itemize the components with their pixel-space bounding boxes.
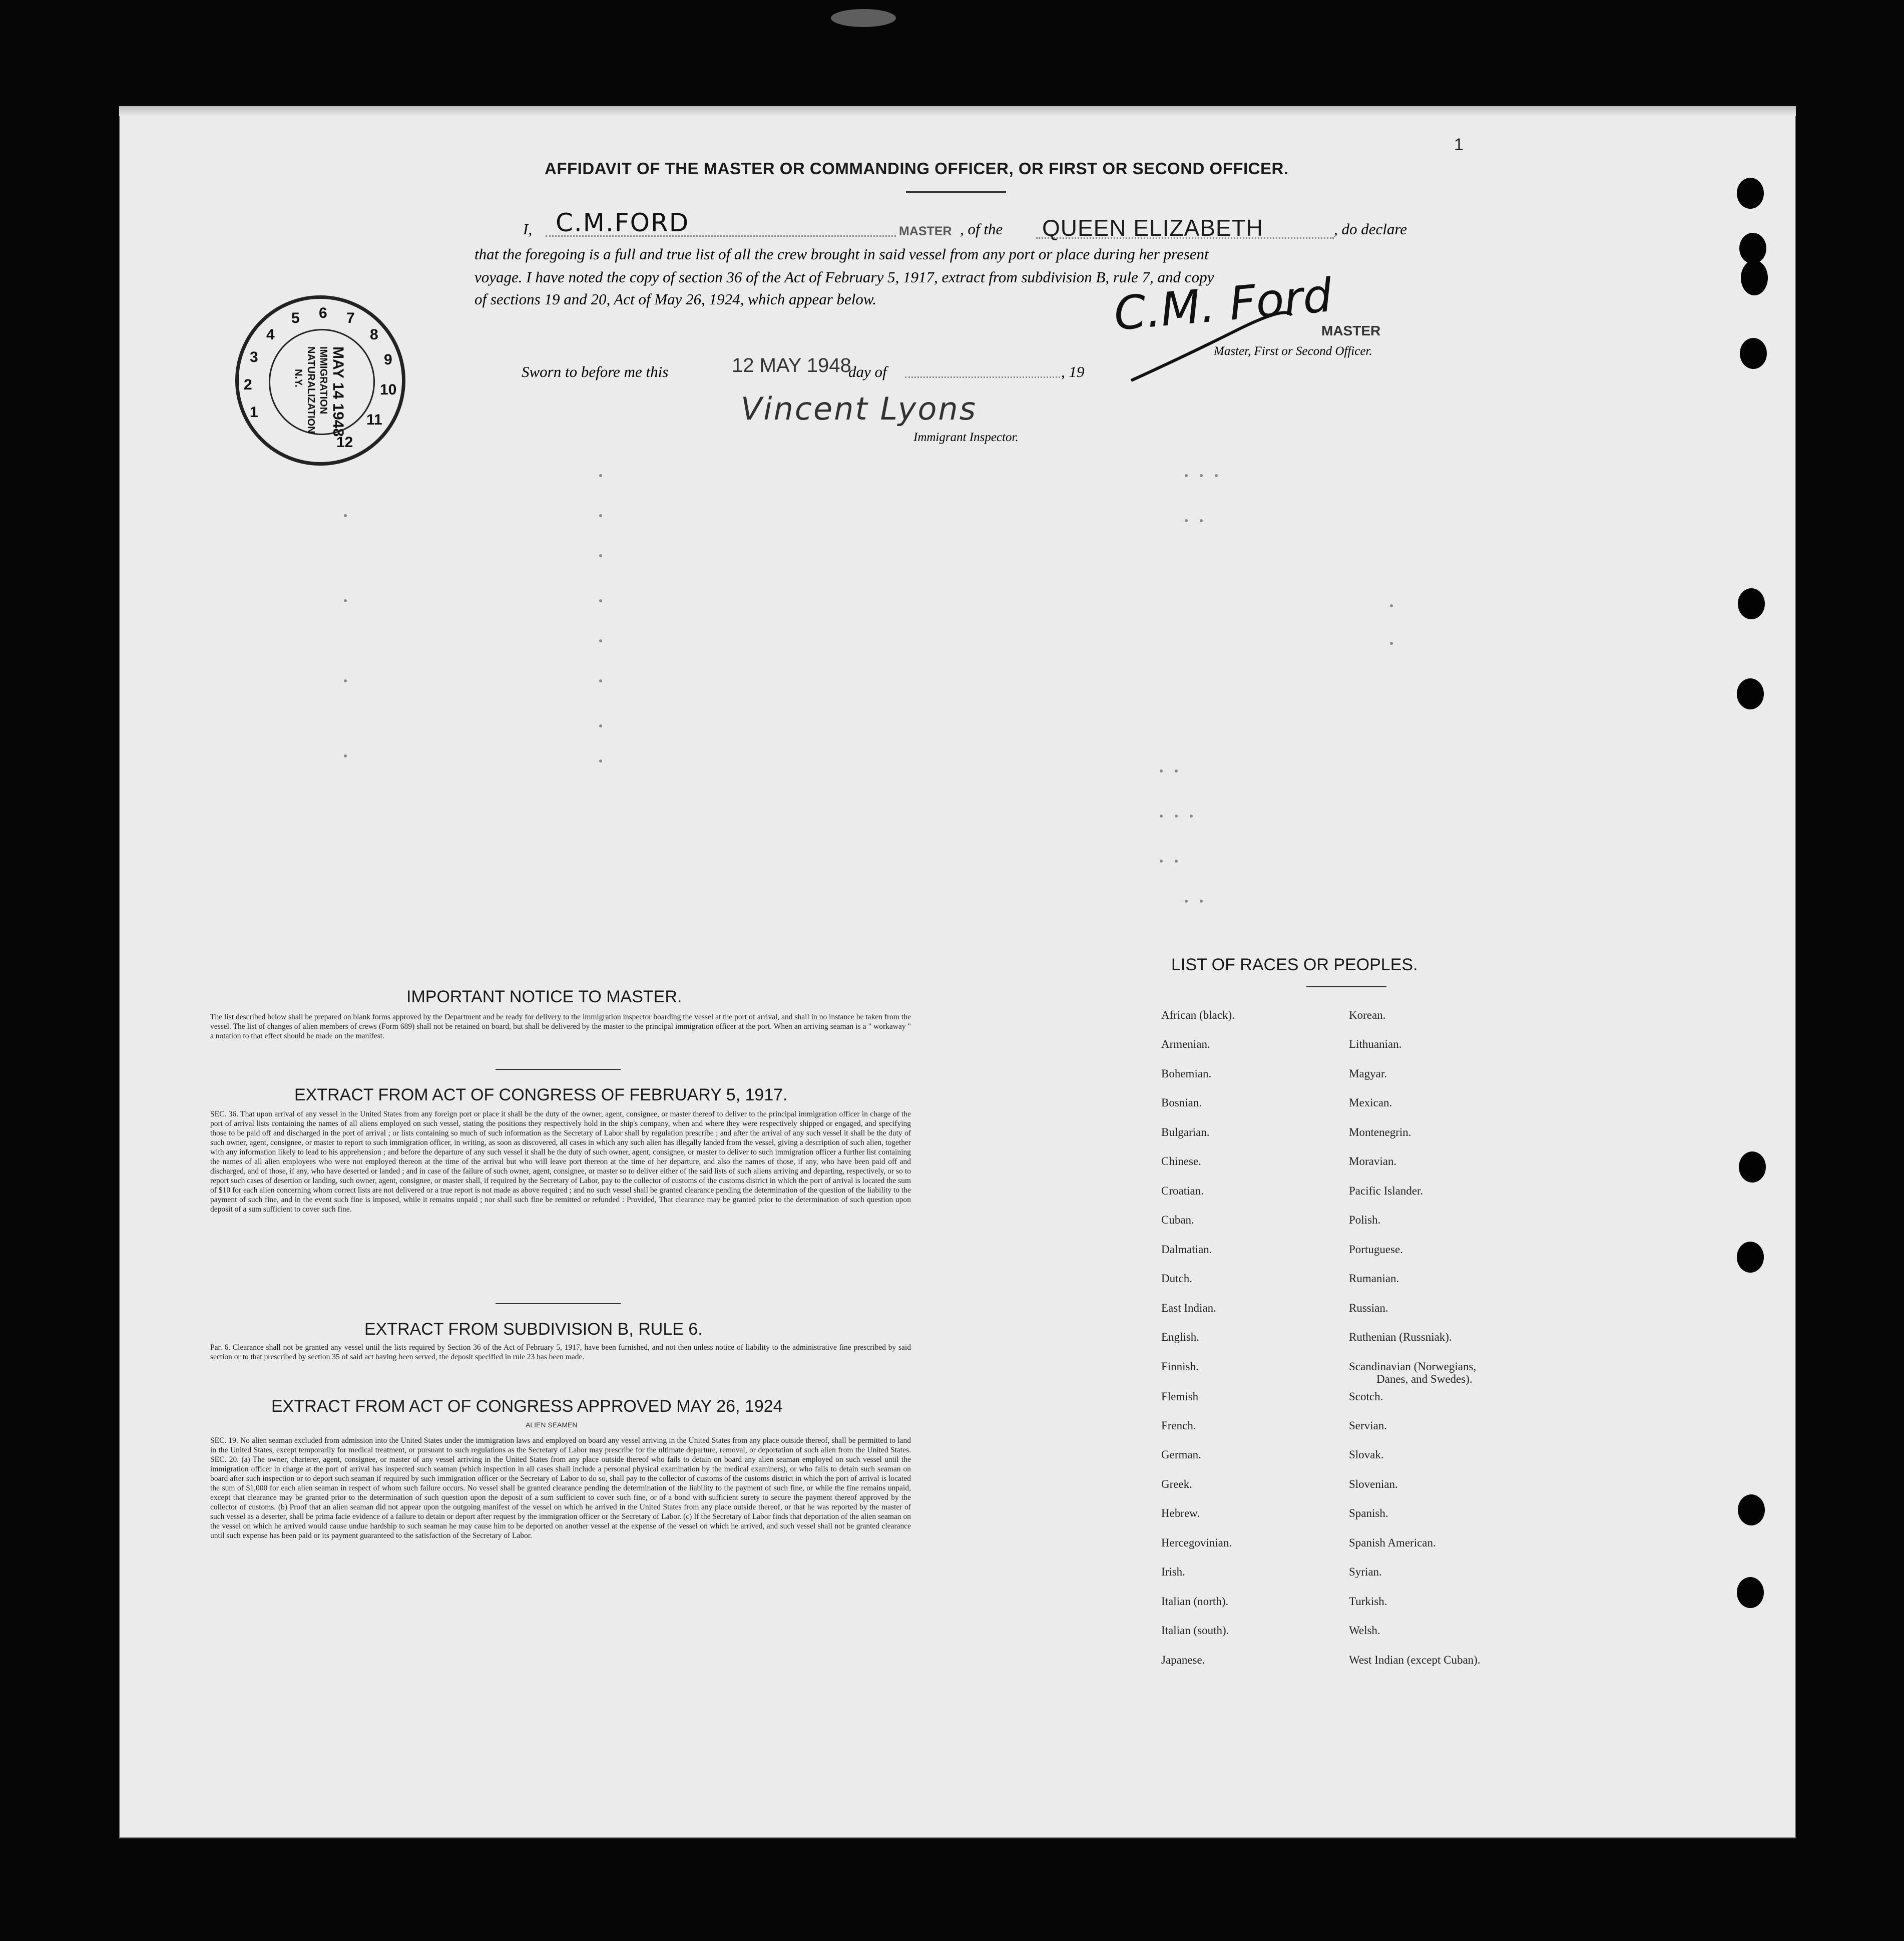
name-dotline — [546, 235, 896, 237]
races-underline — [1306, 986, 1386, 987]
race-item: Polish. — [1349, 1214, 1381, 1226]
stamp-line-3: N.Y. — [293, 369, 304, 387]
sworn-date-stamp: 12 MAY 1948 — [732, 354, 851, 376]
punch-hole — [1737, 1242, 1764, 1273]
stamp-ring-number: 7 — [346, 310, 355, 326]
stamp-ring-number: 8 — [370, 326, 378, 343]
page-mark: 1 — [1454, 135, 1464, 154]
punch-hole — [1738, 588, 1765, 619]
race-item: English. — [1161, 1331, 1200, 1343]
punch-hole — [1737, 678, 1764, 709]
race-item: Hebrew. — [1161, 1507, 1200, 1519]
race-item: Servian. — [1349, 1419, 1387, 1432]
stamp-ring-number: 10 — [380, 381, 397, 398]
race-item: Turkish. — [1349, 1595, 1387, 1608]
stamp-ring-number: 4 — [266, 326, 275, 343]
punch-hole — [1738, 1494, 1765, 1525]
race-item: Mexican. — [1349, 1096, 1392, 1109]
race-item: Bulgarian. — [1161, 1126, 1210, 1138]
punch-hole — [1741, 260, 1768, 295]
stamp-ring-number: 2 — [244, 376, 252, 393]
stamp-ring-number: 9 — [384, 351, 392, 368]
race-item: Portuguese. — [1349, 1243, 1403, 1256]
race-item: Scandinavian (Norwegians, — [1349, 1360, 1477, 1373]
races-title: LIST OF RACES OR PEOPLES. — [1171, 955, 1418, 974]
race-item: West Indian (except Cuban). — [1349, 1654, 1481, 1666]
affidavit-i: I, — [523, 220, 533, 238]
race-item: Montenegrin. — [1349, 1126, 1411, 1138]
race-item: Irish. — [1161, 1566, 1185, 1578]
race-item: Chinese. — [1161, 1155, 1201, 1168]
vessel-name-stamp: QUEEN ELIZABETH — [1042, 215, 1263, 241]
stamp-ring-number: 12 — [336, 434, 353, 451]
extract-1917-divider — [496, 1303, 621, 1304]
inspector-signature: Vincent Lyons — [741, 391, 978, 427]
race-item: Welsh. — [1349, 1624, 1380, 1637]
stamp-ring-number: 6 — [319, 305, 327, 321]
extract-1924-body: SEC. 19. No alien seaman excluded from admission into the United States under the immigration laws and employed on board any vessel arriving in the United States from any place outside thereof, shall be permitted to land in the United States, except temporarily for medical treatment, or pursuant to such regulations as the Secretary of Labor may prescribe for the ultimate departure, removal, or deportation of such alien from the United States. SEC. 20. (a) The owner, charterer, agent, consignee, or master of any vessel arriving in the United States from any place outside thereof who fails to detain on board any alien seaman employed on such vessel until the immigration officer in charge at the port of arrival has inspected such seaman (which inspection in all cases shall include a personal physical examination by the medical examiners), or who fails to detain such seaman on board after such inspection or to deport such seaman if required by such immigration officer or the Secretary of Labor to do so, shall pay to the collector of customs of the customs district in which the port of arrival is located the sum of $1,000 for each alien seaman in respect of whom such failure occurs. No vessel shall be granted clearance pending the determination of the liability to the payment of such fine, or while the fine remains unpaid, except that clearance may be granted prior to the determination of such question upon the deposit of a sum sufficient to cover such fine, or of a bond with sufficient surety to secure the payment thereof approved by the collector of customs. (b) Proof that an alien seaman did not appear upon the outgoing manifest of the vessel on which he arrived in the United States from any place outside thereof, or that he was reported by the master of such vessel as a deserter, shall be prima facie evidence of a failure to detain or deport after request by the immigration officer or the Secretary of Labor. (c) If the Secretary of Labor finds that deportation of the alien seaman on the vessel on which he arrived would cause undue hardship to such seaman he may cause him to be deported on another vessel at the expense of the vessel on which he arrived, and such vessel shall not be granted clearance until such expense has been paid or its payment guaranteed to the satisfaction of the Secretary of Labor. — [210, 1436, 911, 1540]
race-item: Armenian. — [1161, 1038, 1210, 1050]
race-item: Lithuanian. — [1349, 1038, 1402, 1050]
do-declare-text: , do declare — [1334, 220, 1407, 238]
race-item: German. — [1161, 1448, 1201, 1461]
scanner-speck — [831, 9, 896, 27]
sworn-text: Sworn to before me this — [522, 363, 669, 380]
affidavit-line-3: voyage. I have noted the copy of section 36 of the Act of February 5, 1917, extract from subdivision B, rule 7, and copy — [474, 268, 1214, 286]
stamp-ring-number: 11 — [366, 412, 382, 428]
race-item: Finnish. — [1161, 1360, 1199, 1373]
day-of-text: day of — [848, 363, 887, 380]
year-text: , 19 — [1061, 363, 1085, 380]
race-item: Magyar. — [1349, 1067, 1387, 1080]
punch-hole — [1737, 178, 1764, 209]
race-item: Russian. — [1349, 1302, 1388, 1314]
race-item: Croatian. — [1161, 1185, 1204, 1197]
extract-1917-body: SEC. 36. That upon arrival of any vessel in the United States from any foreign port or place it shall be the duty of the owner, agent, consignee, or master thereof to deliver to the principal immigration officer in charge of the port of arrival lists containing the names of all aliens employed on such vessel, stating the positions they respectively hold in the ship's company, when and where they were respectively shipped or engaged, and specifying those to be paid off and discharged in the port of arrival ; or lists containing so much of such information as the Secretary of Labor shall by regulation prescribe ; and after the arrival of any such vessel it shall be the duty of such owner, agent, consignee, or master to report to such immigration officer, in writing, as soon as discovered, all cases in which any such alien has illegally landed from the vessel, giving a description of such alien, together with any information likely to lead to his apprehension ; and before the departure of any such vessel it shall be the duty of such owner, agent, consignee, or master to deliver to such immigration officer a further list containing the names of all alien employees who were not employed thereon at the time of the arrival but who will leave port thereon at the time of her departure, and also the names of those, if any, who have been paid off and discharged, and of those, if any, who have deserted or landed ; and in case of the failure of such owner, agent, consignee, or master so to deliver either of the said lists of such aliens arriving and departing, respectively, or so to report such cases of desertion or landing, such owner, agent, consignee, or master shall, if required by the Secretary of Labor, pay to the collector of customs of the customs district in which the port of arrival is located the sum of $10 for each alien concerning whom correct lists are not delivered or a true report is not made as above required ; and no such vessel shall be granted clearance pending the determination of the question of the liability to the payment of such fine, and in the event such fine is imposed, while it remains unpaid ; nor shall such fine be remitted or refunded : Provided, That clearance may be granted prior to the determination of such question upon deposit of a sum sufficient to cover such fine. — [210, 1110, 911, 1214]
stamp-line-1: IMMIGRATION — [318, 346, 329, 415]
race-item: African (black). — [1161, 1009, 1235, 1021]
extract-1917-title: EXTRACT FROM ACT OF CONGRESS OF FEBRUARY 5, 1917. — [294, 1085, 788, 1104]
race-item: Dutch. — [1161, 1272, 1192, 1285]
stamp-ring-number: 5 — [291, 310, 300, 326]
race-item: Rumanian. — [1349, 1272, 1399, 1285]
notice-title: IMPORTANT NOTICE TO MASTER. — [406, 987, 682, 1006]
punch-hole — [1739, 233, 1766, 264]
race-item: Cuban. — [1161, 1214, 1194, 1226]
race-item: Ruthenian (Russniak). — [1349, 1331, 1452, 1343]
race-item: French. — [1161, 1419, 1196, 1432]
notice-divider — [496, 1069, 621, 1070]
race-item: Flemish — [1161, 1390, 1199, 1403]
race-item: Slovak. — [1349, 1448, 1384, 1461]
punch-hole — [1739, 1151, 1766, 1183]
race-item: Dalmatian. — [1161, 1243, 1212, 1256]
race-item: Hercegovinian. — [1161, 1536, 1232, 1549]
extract-rule6-title: EXTRACT FROM SUBDIVISION B, RULE 6. — [364, 1320, 703, 1339]
stamp-ring-number: 1 — [250, 404, 258, 421]
of-the-text: , of the — [960, 220, 1003, 238]
master-signature: C.M. Ford — [1112, 268, 1334, 341]
day-dotline — [905, 376, 1060, 378]
race-item-continuation: Danes, and Swedes). — [1376, 1373, 1473, 1385]
master-name-handwritten: C.M.FORD — [556, 208, 690, 237]
inspector-caption: Immigrant Inspector. — [913, 431, 1019, 444]
heading-underline — [906, 191, 1006, 193]
extract-1924-title: EXTRACT FROM ACT OF CONGRESS APPROVED MAY 26, 1924 — [271, 1397, 783, 1416]
stamp-line-2: NATURALIZATION — [305, 346, 316, 434]
race-item: Italian (south). — [1161, 1624, 1229, 1637]
race-item: Pacific Islander. — [1349, 1185, 1423, 1197]
race-item: Korean. — [1349, 1009, 1386, 1021]
race-item: Italian (north). — [1161, 1595, 1229, 1608]
sheet-top-edge — [119, 106, 1796, 116]
race-item: Scotch. — [1349, 1390, 1383, 1403]
stamp-date: MAY 14 1948 — [330, 346, 346, 437]
affidavit-line-2: that the foregoing is a full and true list of all the crew brought in said vessel from any port or place during her present — [474, 245, 1209, 263]
extract-rule6-body: Par. 6. Clearance shall not be granted any vessel until the lists required by Section 36 of the Act of February 5, 1917, have been furnished, and not then unless notice of liability to the administrative fine prescribed by said section or to that prescribed by section 35 of said act having been served, the deposit specified in rule 23 has been made. — [210, 1343, 911, 1361]
notice-body: The list described below shall be prepared on blank forms approved by the Department and be ready for delivery to the immigration inspector boarding the vessel at the port of arrival, and shall in no instance be taken from the vessel. The list of changes of alien members of crews (Form 689) shall not be retained on board, but shall be delivered by the master to the principal immigration officer at the port. When an arriving seaman is a " workaway " a notation to that effect should be made on the manifest. — [210, 1013, 911, 1040]
race-item: Moravian. — [1349, 1155, 1397, 1168]
race-item: East Indian. — [1161, 1302, 1216, 1314]
affidavit-heading: AFFIDAVIT OF THE MASTER OR COMMANDING OFFICER, OR FIRST OR SECOND OFFICER. — [545, 159, 1289, 178]
race-item: Greek. — [1161, 1478, 1192, 1490]
race-item: Bosnian. — [1161, 1096, 1202, 1109]
race-item: Bohemian. — [1161, 1067, 1212, 1080]
punch-hole — [1737, 1577, 1764, 1608]
stamp-ring-number: 3 — [250, 349, 258, 365]
rank-stamp: MASTER — [899, 224, 952, 238]
affidavit-line-4: of sections 19 and 20, Act of May 26, 1924, which appear below. — [474, 290, 877, 308]
master-stamp: MASTER — [1321, 323, 1381, 338]
race-item: Japanese. — [1161, 1654, 1205, 1666]
race-item: Spanish American. — [1349, 1536, 1436, 1549]
signer-caption: Master, First or Second Officer. — [1214, 344, 1372, 358]
race-item: Slovenian. — [1349, 1478, 1398, 1490]
punch-hole — [1740, 338, 1767, 369]
race-item: Spanish. — [1349, 1507, 1388, 1519]
vessel-dotline — [1036, 237, 1334, 239]
extract-1924-subtitle: ALIEN SEAMEN — [526, 1421, 578, 1429]
race-item: Syrian. — [1349, 1566, 1382, 1578]
immigration-date-stamp — [235, 295, 405, 466]
faint-column-marks — [300, 471, 1452, 921]
